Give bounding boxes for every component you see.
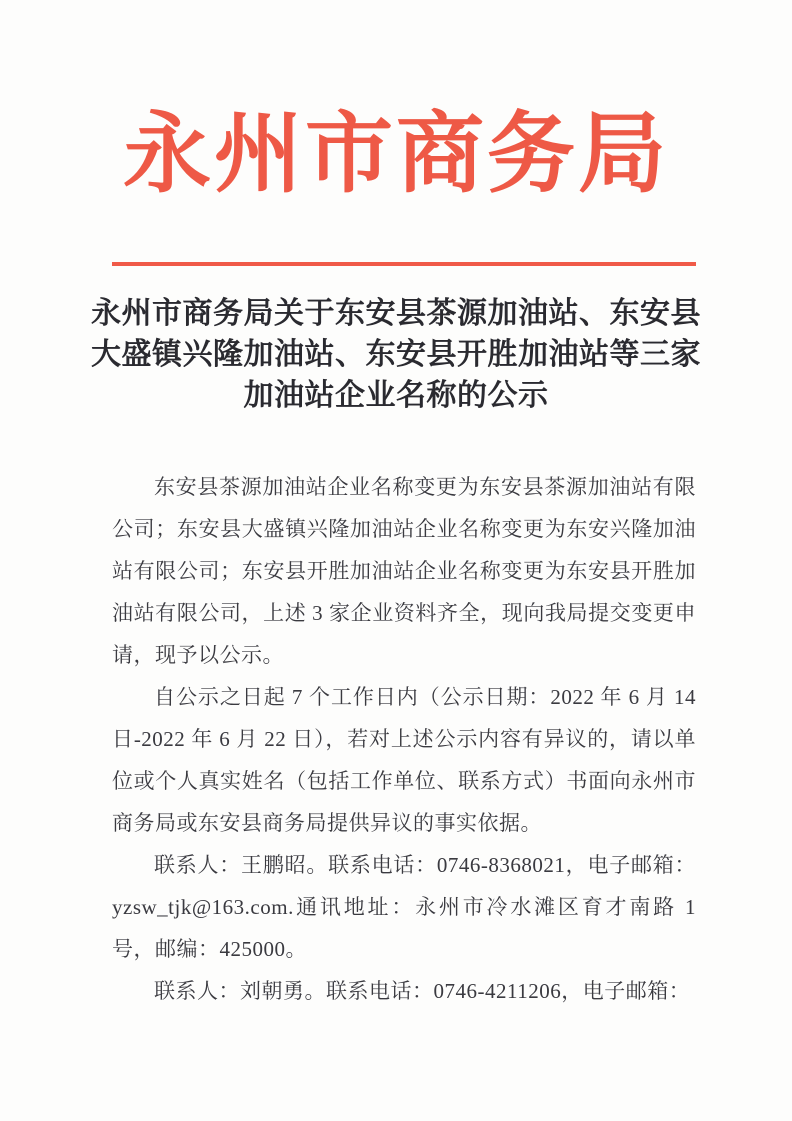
body-paragraph-contact-2: 联系人：刘朝勇。联系电话：0746-4211206，电子邮箱： xyxy=(154,979,691,1003)
notice-title xyxy=(60,293,732,416)
notice-title-line-3: 加油站企业名称的公示 xyxy=(243,379,549,412)
body-paragraph-objection-period: 自公示之日起 7 个工作日内（公示日期：2022 年 6 月 14 日-2022 年 6 月 22 日），若对上述公示内容有异议的，请以单位或个人真实姓名（包括工作单位、联系方式）书面向永州市商务局或东安县商务局提供异议的事实依据。 xyxy=(112,685,696,835)
letterhead-divider-line xyxy=(112,262,696,266)
notice-body xyxy=(112,466,696,1012)
body-paragraph-contact-1: 联系人：王鹏昭。联系电话：0746-8368021，电子邮箱：yzsw_tjk@163.com.通讯地址：永州市冷水滩区育才南路 1 号，邮编：425000。 xyxy=(112,853,696,961)
notice-title-line-2: 大盛镇兴隆加油站、东安县开胜加油站等三家 xyxy=(91,338,701,371)
body-paragraph-name-changes: 东安县茶源加油站企业名称变更为东安县茶源加油站有限公司；东安县大盛镇兴隆加油站企业名称变更为东安兴隆加油站有限公司；东安县开胜加油站企业名称变更为东安县开胜加油站有限公司，上述 3 家企业资料齐全，现向我局提交变更申请，现予以公示。 xyxy=(112,475,696,667)
notice-title-line-1: 永州市商务局关于东安县茶源加油站、东安县 xyxy=(91,297,701,330)
agency-letterhead-title: 永州市商务局 xyxy=(122,107,669,204)
